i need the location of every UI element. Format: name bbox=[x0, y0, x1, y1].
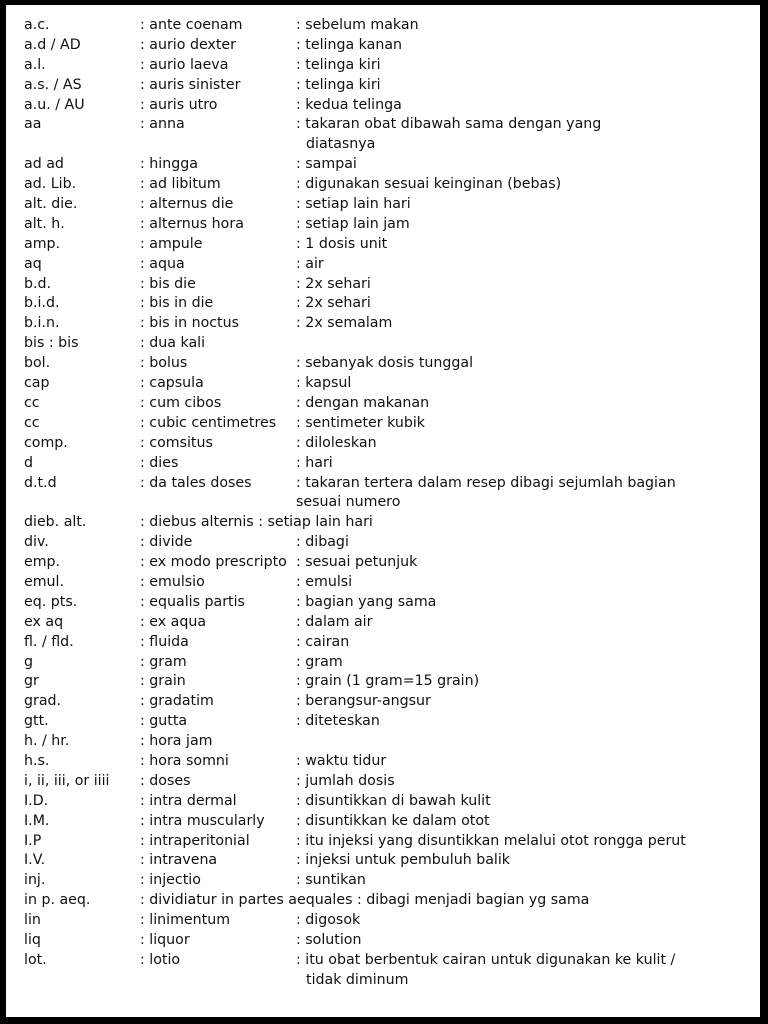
abbreviation: bis : bis bbox=[24, 335, 79, 352]
latin-term: : alternus hora bbox=[140, 215, 244, 232]
list-item bbox=[24, 553, 754, 573]
list-item bbox=[24, 255, 754, 275]
meaning bbox=[296, 931, 361, 951]
abbreviation: alt. h. bbox=[24, 215, 65, 232]
meaning-line-1: : grain (1 gram=15 grain) bbox=[296, 673, 480, 690]
meaning-line-1: : 2x sehari bbox=[296, 275, 371, 292]
meaning-line-1: : emulsi bbox=[296, 573, 353, 590]
meaning-line-1: : dalam air bbox=[296, 613, 373, 630]
abbreviation: g bbox=[24, 653, 34, 670]
list-item bbox=[24, 832, 754, 852]
abbreviation: a.u. / AU bbox=[24, 96, 85, 113]
list-item bbox=[24, 931, 754, 951]
meaning bbox=[296, 752, 386, 772]
meaning-line-1: : takaran tertera dalam resep dibagi sejumlah bagian bbox=[296, 474, 676, 491]
list-item bbox=[24, 275, 754, 295]
meaning bbox=[296, 573, 352, 593]
meaning-line-1: : setiap lain hari bbox=[296, 196, 411, 213]
abbreviation: alt. die. bbox=[24, 196, 78, 213]
latin-term: : auris sinister bbox=[140, 76, 241, 93]
latin-term: : gradatim bbox=[140, 693, 214, 710]
list-item bbox=[24, 235, 754, 255]
meaning-line-1: : diloleskan bbox=[296, 434, 377, 451]
meaning bbox=[296, 76, 381, 96]
latin-term: : ampule bbox=[140, 235, 203, 252]
list-item bbox=[24, 56, 754, 76]
meaning-line-1: : digunakan sesuai keinginan (bebas) bbox=[296, 176, 562, 193]
abbreviation: emul. bbox=[24, 573, 64, 590]
meaning bbox=[296, 354, 473, 374]
latin-term: : aqua bbox=[140, 255, 185, 272]
meaning-line-1: : suntikan bbox=[296, 872, 366, 889]
list-item bbox=[24, 434, 754, 454]
abbreviation: a.c. bbox=[24, 17, 50, 33]
abbreviation: lot. bbox=[24, 951, 47, 968]
latin-term: : dies bbox=[140, 454, 179, 471]
latin-term: : bis in noctus bbox=[140, 315, 240, 332]
abbreviation: b.i.d. bbox=[24, 295, 60, 312]
meaning-line-1: : injeksi untuk pembuluh balik bbox=[296, 852, 511, 869]
abbreviation: I.D. bbox=[24, 792, 49, 809]
meaning bbox=[296, 712, 380, 732]
meaning-line-1: : itu injeksi yang disuntikkan melalui otot rongga perut bbox=[296, 832, 686, 849]
document-page bbox=[6, 5, 760, 1017]
list-item bbox=[24, 633, 754, 653]
list-item bbox=[24, 195, 754, 215]
list-item bbox=[24, 16, 754, 36]
abbreviation: liq bbox=[24, 932, 41, 948]
list-item bbox=[24, 672, 754, 692]
meaning-line-1: : digosok bbox=[296, 912, 361, 929]
meaning bbox=[296, 56, 381, 76]
meaning bbox=[296, 692, 431, 712]
abbreviation: fl. / fld. bbox=[24, 633, 74, 650]
list-item bbox=[24, 414, 754, 434]
list-item bbox=[24, 812, 754, 832]
latin-term: : hora jam bbox=[140, 733, 213, 750]
latin-term: : divide bbox=[140, 534, 193, 551]
abbreviation: d.t.d bbox=[24, 474, 57, 491]
meaning-line-1: : gram bbox=[296, 653, 343, 670]
meaning-line-1: : telinga kiri bbox=[296, 76, 381, 93]
meaning-line-1: : air bbox=[296, 255, 324, 272]
meaning-line-1: : kapsul bbox=[296, 375, 352, 392]
abbreviation: lin bbox=[24, 912, 41, 929]
latin-term: : capsula bbox=[140, 375, 204, 392]
abbreviation: inj. bbox=[24, 872, 46, 889]
list-item bbox=[24, 294, 754, 314]
meaning-line-1: : dengan makanan bbox=[296, 394, 430, 411]
latin-and-meaning: : dividiatur in partes aequales : dibagi menjadi bagian yg sama bbox=[140, 892, 590, 909]
meaning bbox=[296, 454, 333, 474]
latin-term: : grain bbox=[140, 673, 186, 690]
meaning-line-1: : dibagi bbox=[296, 534, 349, 551]
latin-term: : doses bbox=[140, 772, 191, 789]
meaning-line-1: : sampai bbox=[296, 156, 357, 173]
list-item bbox=[24, 613, 754, 633]
latin-term: : gutta bbox=[140, 713, 188, 730]
latin-term: : fluida bbox=[140, 633, 189, 650]
meaning-line-1: : cairan bbox=[296, 633, 350, 650]
latin-term: : ad libitum bbox=[140, 176, 221, 193]
meaning-line-1: : diteteskan bbox=[296, 713, 380, 730]
abbreviation: div. bbox=[24, 534, 49, 551]
meaning bbox=[296, 16, 419, 36]
meaning-line-2: diatasnya bbox=[306, 136, 376, 153]
list-item bbox=[24, 394, 754, 414]
abbreviation: dieb. alt. bbox=[24, 514, 87, 531]
abbreviation: b.i.n. bbox=[24, 315, 60, 332]
latin-term: : emulsio bbox=[140, 573, 205, 590]
meaning bbox=[296, 613, 372, 633]
meaning-line-1: : itu obat berbentuk cairan untuk digunakan ke kulit / bbox=[296, 951, 676, 968]
abbreviation: eq. pts. bbox=[24, 593, 78, 610]
meaning bbox=[296, 175, 561, 195]
abbreviation: I.P bbox=[24, 832, 42, 849]
latin-term: : equalis partis bbox=[140, 593, 245, 610]
meaning-line-1: : 1 dosis unit bbox=[296, 235, 388, 252]
abbreviation: I.V. bbox=[24, 852, 46, 869]
latin-term: : intra dermal bbox=[140, 792, 237, 809]
list-item bbox=[24, 772, 754, 792]
latin-term: : comsitus bbox=[140, 434, 213, 451]
meaning-line-1: : berangsur-angsur bbox=[296, 693, 431, 710]
abbreviation: ad ad bbox=[24, 156, 64, 173]
meaning-line-1: : sebanyak dosis tunggal bbox=[296, 355, 474, 372]
meaning-line-1: : telinga kiri bbox=[296, 56, 381, 73]
latin-term: : liquor bbox=[140, 932, 190, 948]
meaning bbox=[296, 314, 392, 334]
latin-term: : dua kali bbox=[140, 335, 206, 352]
list-item bbox=[24, 314, 754, 334]
list-item bbox=[24, 692, 754, 712]
abbreviation-list bbox=[24, 16, 754, 991]
latin-term: : aurio dexter bbox=[140, 36, 236, 53]
list-item bbox=[24, 792, 754, 812]
meaning bbox=[296, 871, 366, 891]
latin-term: : lotio bbox=[140, 951, 181, 968]
meaning bbox=[296, 653, 343, 673]
list-item bbox=[24, 334, 754, 354]
list-item bbox=[24, 653, 754, 673]
list-item bbox=[24, 175, 754, 195]
list-item bbox=[24, 712, 754, 732]
latin-term: : bis die bbox=[140, 275, 196, 292]
latin-term: : hingga bbox=[140, 156, 198, 173]
list-item bbox=[24, 752, 754, 772]
meaning-line-1: : jumlah dosis bbox=[296, 772, 395, 789]
list-item bbox=[24, 533, 754, 553]
meaning bbox=[296, 792, 491, 812]
meaning-line-2: tidak diminum bbox=[306, 971, 409, 988]
latin-term: : cum cibos bbox=[140, 394, 222, 411]
meaning bbox=[296, 832, 686, 852]
latin-term: : alternus die bbox=[140, 196, 234, 213]
latin-term: : bis in die bbox=[140, 295, 214, 312]
meaning bbox=[296, 215, 410, 235]
latin-term: : gram bbox=[140, 653, 187, 670]
meaning-line-1: : setiap lain jam bbox=[296, 215, 410, 232]
meaning-line-1: : 2x sehari bbox=[296, 295, 371, 312]
latin-term: : da tales doses bbox=[140, 474, 252, 491]
abbreviation: I.M. bbox=[24, 812, 50, 829]
meaning bbox=[296, 96, 402, 116]
abbreviation: cap bbox=[24, 375, 50, 392]
abbreviation: amp. bbox=[24, 235, 61, 252]
latin-term: : linimentum bbox=[140, 912, 231, 929]
meaning-line-1: : disuntikkan ke dalam otot bbox=[296, 812, 490, 829]
abbreviation: cc bbox=[24, 394, 40, 411]
latin-term: : ex aqua bbox=[140, 613, 207, 630]
abbreviation: aa bbox=[24, 116, 42, 133]
list-item bbox=[24, 732, 754, 752]
meaning bbox=[296, 155, 357, 175]
abbreviation: a.d / AD bbox=[24, 36, 81, 53]
meaning bbox=[296, 36, 402, 56]
latin-term: : ante coenam bbox=[140, 17, 243, 33]
meaning-line-1: : 2x semalam bbox=[296, 315, 393, 332]
abbreviation: aq bbox=[24, 255, 42, 272]
latin-term: : intraperitonial bbox=[140, 832, 250, 849]
meaning bbox=[296, 951, 675, 991]
abbreviation: gr bbox=[24, 673, 39, 690]
meaning bbox=[296, 474, 676, 514]
latin-term: : hora somni bbox=[140, 752, 229, 769]
latin-term: : bolus bbox=[140, 355, 188, 372]
list-item bbox=[24, 891, 754, 911]
meaning bbox=[296, 593, 436, 613]
meaning-line-1: : bagian yang sama bbox=[296, 593, 437, 610]
meaning bbox=[296, 553, 417, 573]
list-item bbox=[24, 573, 754, 593]
list-item bbox=[24, 454, 754, 474]
meaning-line-1: : disuntikkan di bawah kulit bbox=[296, 792, 491, 809]
latin-term: : anna bbox=[140, 116, 185, 133]
meaning bbox=[296, 533, 349, 553]
meaning bbox=[296, 374, 351, 394]
list-item bbox=[24, 871, 754, 891]
latin-term: : injectio bbox=[140, 872, 201, 889]
meaning bbox=[296, 772, 395, 792]
meaning-line-1: : hari bbox=[296, 454, 333, 471]
meaning-line-2: sesuai numero bbox=[296, 494, 401, 511]
meaning-line-1: : sentimeter kubik bbox=[296, 414, 426, 431]
abbreviation: ex aq bbox=[24, 613, 64, 630]
meaning-line-1: : kedua telinga bbox=[296, 96, 402, 113]
meaning-line-1: : waktu tidur bbox=[296, 752, 387, 769]
list-item bbox=[24, 513, 754, 533]
meaning bbox=[296, 633, 349, 653]
abbreviation: a.s. / AS bbox=[24, 76, 82, 93]
abbreviation: ad. Lib. bbox=[24, 176, 77, 193]
latin-term: : intravena bbox=[140, 852, 218, 869]
list-item bbox=[24, 36, 754, 56]
abbreviation: a.l. bbox=[24, 56, 46, 73]
latin-term: : cubic centimetres bbox=[140, 414, 277, 431]
list-item bbox=[24, 951, 754, 991]
abbreviation: emp. bbox=[24, 554, 61, 571]
meaning bbox=[296, 294, 371, 314]
list-item bbox=[24, 851, 754, 871]
meaning bbox=[296, 255, 324, 275]
meaning bbox=[296, 812, 490, 832]
abbreviation: in p. aeq. bbox=[24, 892, 91, 909]
meaning bbox=[296, 911, 360, 931]
latin-term: : auris utro bbox=[140, 96, 218, 113]
list-item bbox=[24, 354, 754, 374]
list-item bbox=[24, 474, 754, 514]
list-item bbox=[24, 911, 754, 931]
abbreviation: h. / hr. bbox=[24, 733, 70, 750]
abbreviation: b.d. bbox=[24, 275, 52, 292]
abbreviation: comp. bbox=[24, 434, 68, 451]
meaning bbox=[296, 394, 429, 414]
list-item bbox=[24, 155, 754, 175]
latin-and-meaning: : diebus alternis : setiap lain hari bbox=[140, 514, 373, 531]
abbreviation: h.s. bbox=[24, 752, 50, 769]
abbreviation: cc bbox=[24, 414, 40, 431]
meaning bbox=[296, 672, 479, 692]
abbreviation: bol. bbox=[24, 355, 51, 372]
list-item bbox=[24, 76, 754, 96]
meaning-line-1: : sebelum makan bbox=[296, 17, 419, 33]
meaning bbox=[296, 414, 425, 434]
list-item bbox=[24, 593, 754, 613]
abbreviation: grad. bbox=[24, 693, 62, 710]
list-item bbox=[24, 115, 754, 155]
latin-term: : aurio laeva bbox=[140, 56, 229, 73]
meaning bbox=[296, 275, 371, 295]
meaning bbox=[296, 195, 411, 215]
abbreviation: gtt. bbox=[24, 713, 49, 730]
meaning-line-1: : telinga kanan bbox=[296, 36, 403, 53]
meaning-line-1: : sesuai petunjuk bbox=[296, 554, 418, 571]
latin-term: : intra muscularly bbox=[140, 812, 265, 829]
latin-term: : ex modo prescripto bbox=[140, 554, 287, 571]
meaning bbox=[296, 235, 387, 255]
meaning bbox=[296, 115, 601, 155]
meaning bbox=[296, 851, 510, 871]
list-item bbox=[24, 215, 754, 235]
list-item bbox=[24, 96, 754, 116]
abbreviation: d bbox=[24, 454, 34, 471]
meaning-line-1: : solution bbox=[296, 932, 362, 948]
meaning bbox=[296, 434, 377, 454]
meaning-line-1: : takaran obat dibawah sama dengan yang bbox=[296, 116, 602, 133]
abbreviation: i, ii, iii, or iiii bbox=[24, 772, 110, 789]
list-item bbox=[24, 374, 754, 394]
